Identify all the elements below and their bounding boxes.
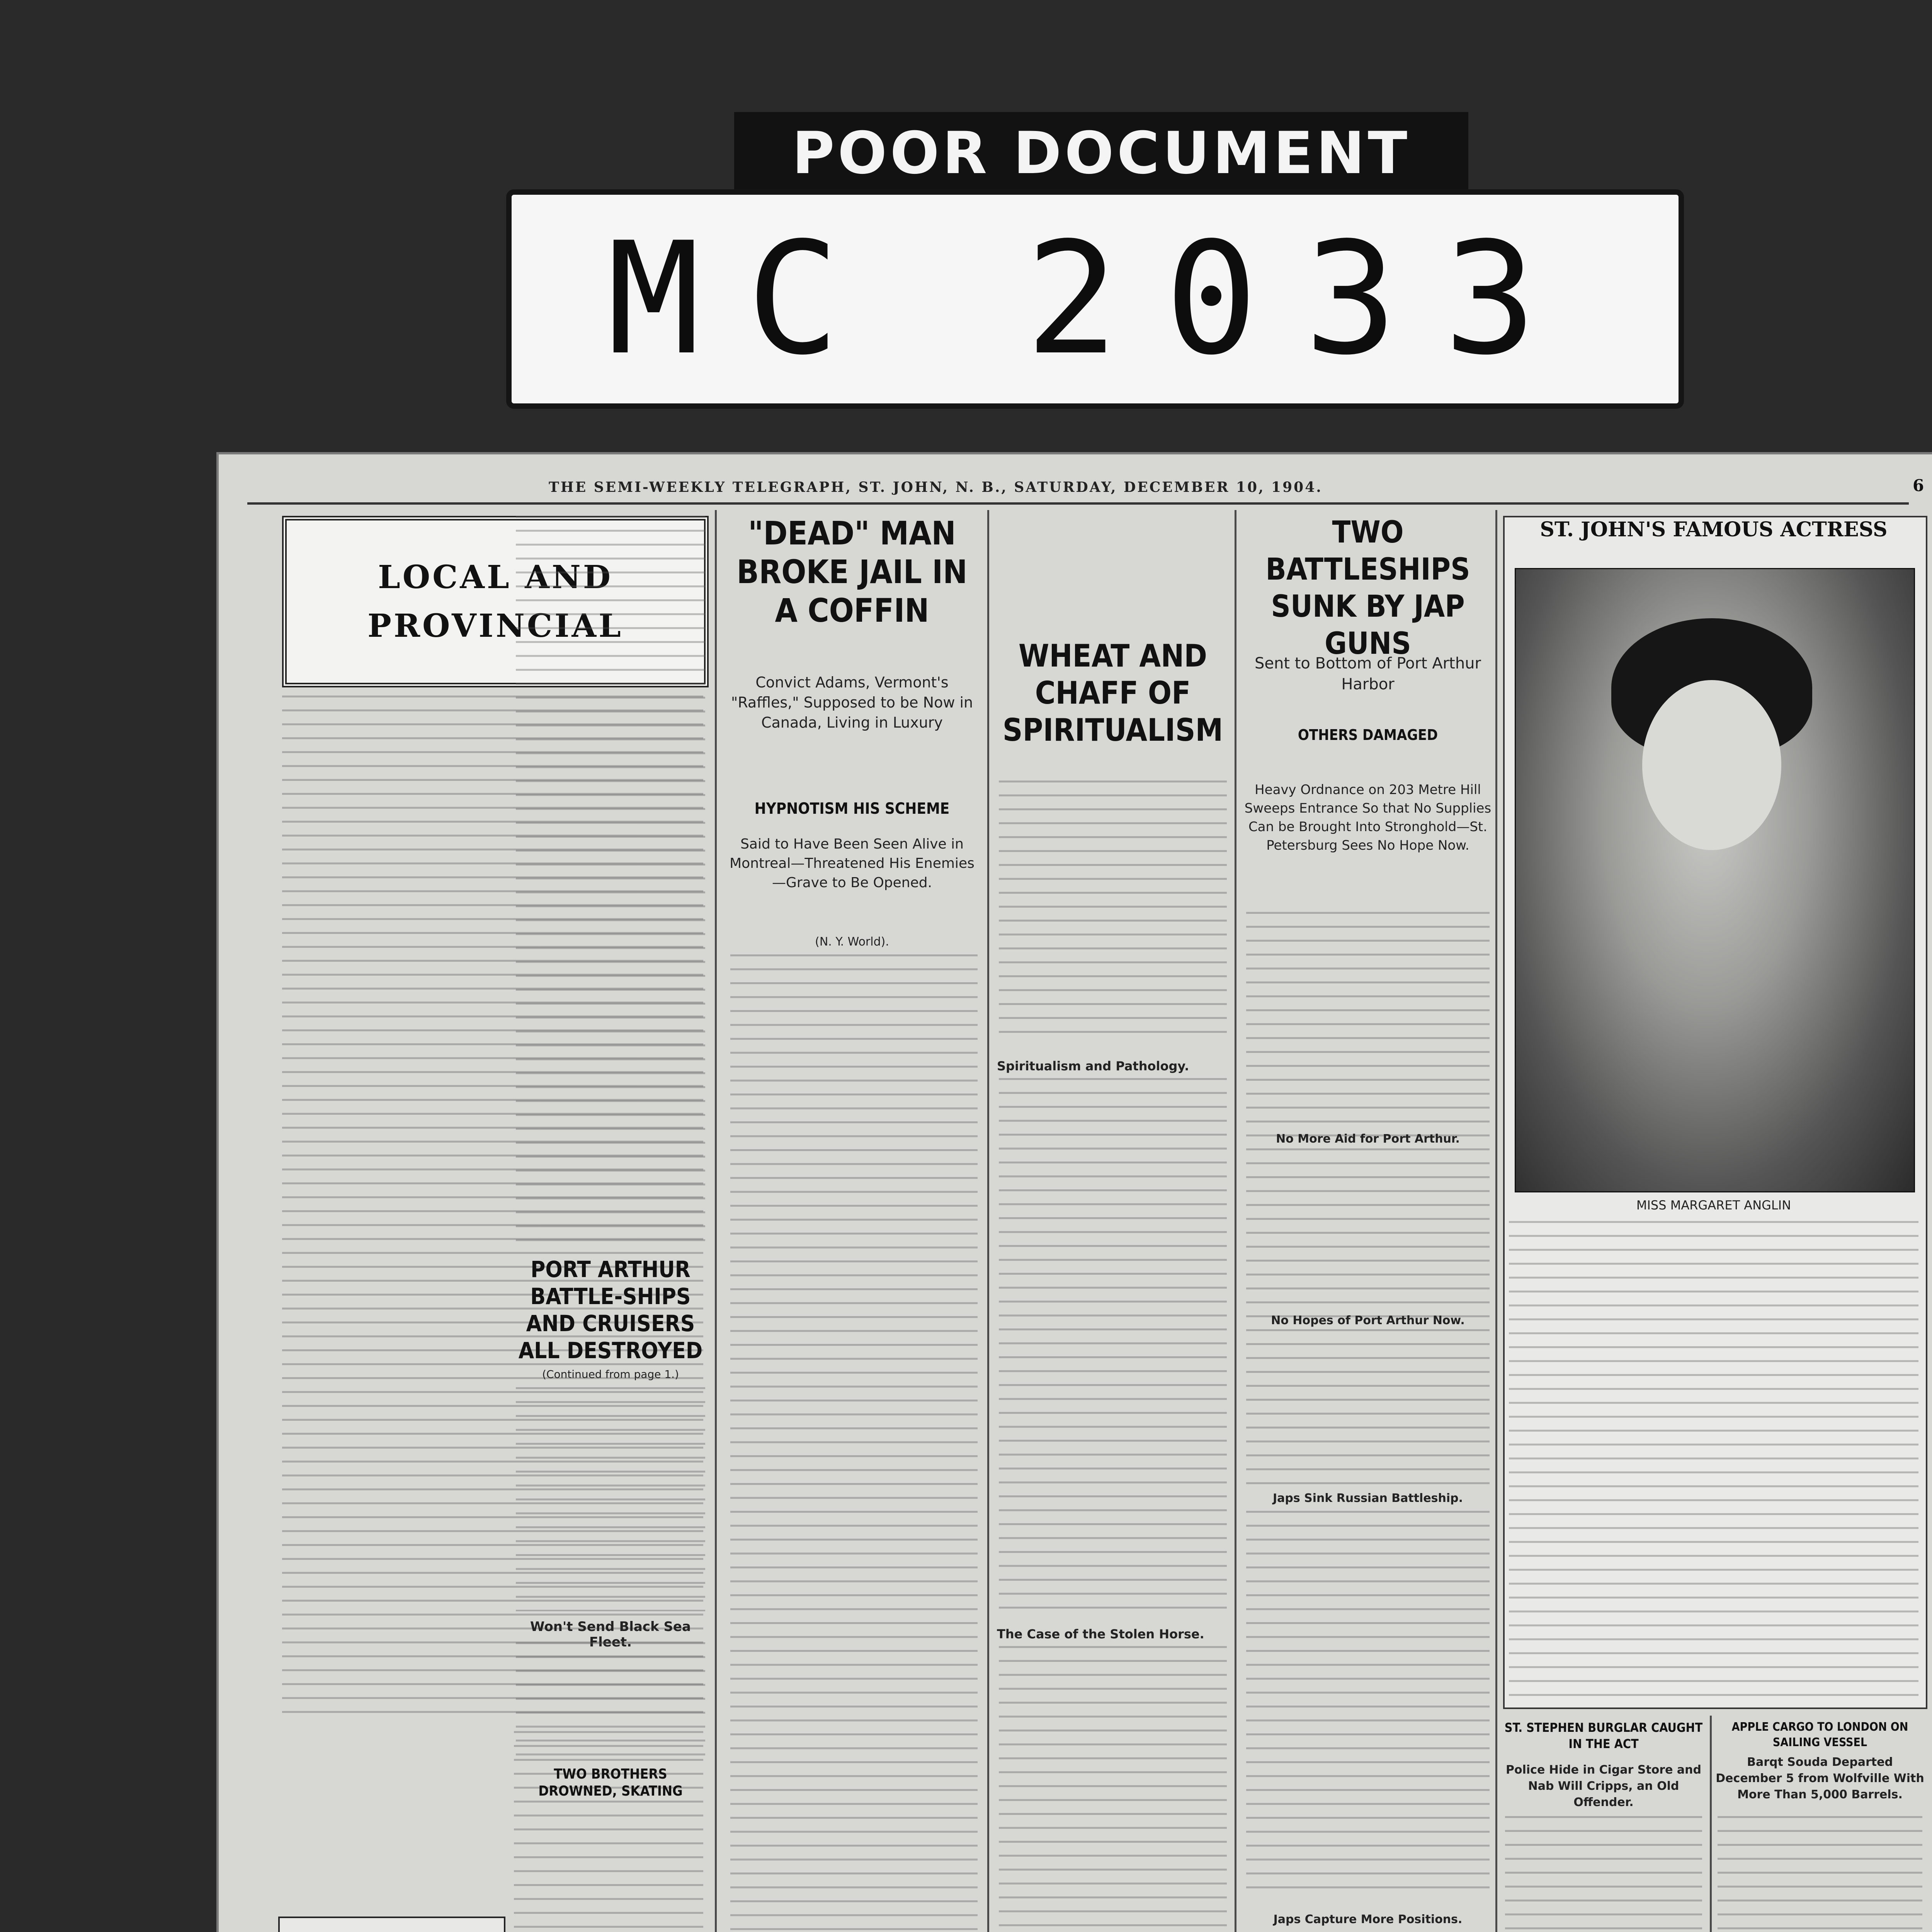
column5-text [1246,912,1490,1492]
column-divider [987,510,989,1932]
drowned-headline: TWO BROTHERS DROWNED, SKATING [538,1766,683,1799]
others-damaged: OTHERS DAMAGED [1298,726,1438,743]
page-number: 6 [1913,476,1924,495]
no-more-aid-subhead: No More Aid for Port Arthur. [1276,1132,1460,1146]
montreal-deck: Said to Have Been Seen Alive in Montreal—Threatened His Enemies—Grave to Be Opened. [730,836,975,891]
column2-text [516,1387,705,1611]
apples-deck: Barqt Souda Departed December 5 from Wolfville With More Than 5,000 Barrels. [1716,1755,1924,1801]
column6-text [1505,1816,1702,1932]
column6-text [1509,1221,1918,1696]
column3-text [730,954,978,1932]
column-divider [715,510,717,1932]
column-divider [1710,1716,1712,1932]
column2-text [516,516,705,1242]
no-hopes-subhead: No Hopes of Port Arthur Now. [1271,1314,1465,1327]
burglar-headline: ST. STEPHEN BURGLAR CAUGHT IN THE ACT [1504,1720,1703,1751]
column4-text [999,781,1227,1043]
banner-line2: PROVINCIAL [367,607,623,645]
subhead-black-sea: Won't Send Black Sea Fleet. [530,1619,691,1650]
portrait-face [1642,680,1781,850]
battleships-deck: Sent to Bottom of Port Arthur Harbor [1255,655,1481,693]
column-divider [1235,510,1236,1932]
pathology-subhead: Spiritualism and Pathology. [997,1059,1189,1073]
column-divider [1495,510,1497,1932]
spiritualism-headline: WHEAT AND CHAFF OF SPIRITUALISM [1002,638,1223,748]
column2-text [516,1642,705,1758]
microfilm-code-label: MC 2033 [506,189,1684,409]
photo-caption: MISS MARGARET ANGLIN [1636,1198,1791,1213]
hypnotism-subhead: HYPNOTISM HIS SCHEME [754,800,950,818]
port-arthur-headline: PORT ARTHUR BATTLE-SHIPS AND CRUISERS ALL DESTROYED [518,1256,703,1364]
battleships-headline: TWO BATTLESHIPS SUNK BY JAP GUNS [1265,515,1470,661]
column4-text [999,1646,1227,1932]
ordnance-deck: Heavy Ordnance on 203 Metre Hill Sweeps Entrance So that No Supplies Can be Brought Into Stronghold—St. Petersburg Sees No Hope Now. [1244,782,1492,853]
banner-line1: LOCAL AND [378,559,613,596]
document-quality-label: POOR DOCUMENT [734,112,1468,195]
japs-capture-subhead: Japs Capture More Positions. [1273,1913,1463,1926]
masthead: THE SEMI-WEEKLY TELEGRAPH, ST. JOHN, N. B., SATURDAY, DECEMBER 10, 1904. [549,479,1323,495]
column4-text [999,1078,1227,1619]
column5-text [1246,1511,1490,1897]
masthead-rule [247,502,1909,505]
apples-headline: APPLE CARGO TO LONDON ON SAILING VESSEL [1731,1720,1908,1749]
dateline: (N. Y. World). [815,935,889,949]
actress-headline: ST. JOHN'S FAMOUS ACTRESS [1540,518,1888,541]
continued-note: (Continued from page 1.) [542,1368,679,1381]
convict-deck: Convict Adams, Vermont's "Raffles," Supposed to be Now in Canada, Living in Luxury [731,674,973,731]
burglar-deck: Police Hide in Cigar Store and Nab Will Cripps, an Old Offender. [1506,1763,1701,1809]
japs-sink-subhead: Japs Sink Russian Battleship. [1272,1492,1463,1505]
dead-man-headline: "DEAD" MAN BROKE JAIL IN A COFFIN [736,514,968,629]
stolen-horse-subhead: The Case of the Stolen Horse. [997,1627,1204,1641]
handwritten-pen-marks [294,1893,1221,1932]
column6-text [1718,1816,1922,1932]
